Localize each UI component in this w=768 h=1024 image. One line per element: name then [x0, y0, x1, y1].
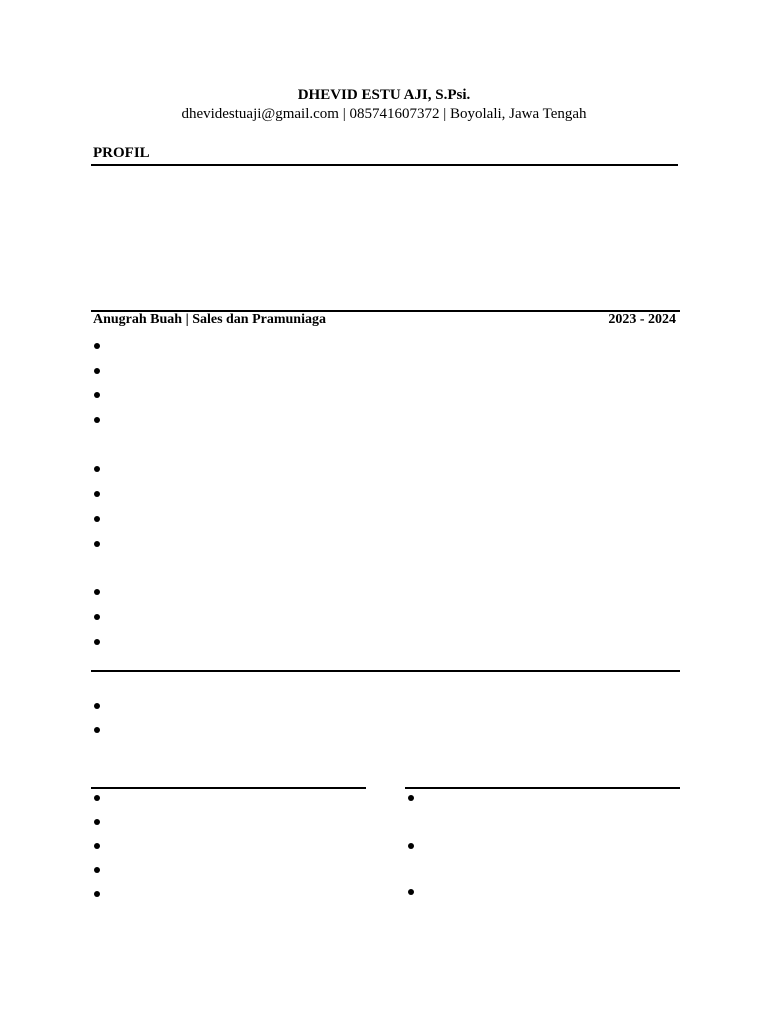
email: dhevidestuaji@gmail.com	[181, 106, 339, 122]
list-bullet	[94, 343, 100, 349]
left-column-divider	[91, 787, 366, 789]
list-bullet	[94, 491, 100, 497]
job-period: 2023 - 2024	[608, 312, 676, 327]
list-bullet	[94, 368, 100, 374]
job-role: Sales dan Pramuniaga	[192, 312, 326, 327]
company-name: Anugrah Buah	[93, 312, 183, 327]
contact-line	[0, 106, 768, 123]
profile-divider	[91, 164, 678, 166]
job-title-line	[93, 312, 326, 328]
list-bullet	[408, 889, 414, 895]
list-bullet	[94, 392, 100, 398]
list-bullet	[94, 867, 100, 873]
list-bullet	[408, 795, 414, 801]
list-bullet	[94, 727, 100, 733]
candidate-name: DHEVID ESTU AJI, S.Psi.	[297, 87, 471, 103]
list-bullet	[408, 843, 414, 849]
list-bullet	[94, 417, 100, 423]
separator: |	[185, 312, 189, 327]
phone: 085741607372	[349, 106, 440, 122]
list-bullet	[94, 466, 100, 472]
profile-section-title: PROFIL	[93, 145, 150, 161]
list-bullet	[94, 516, 100, 522]
right-column-divider	[405, 787, 680, 789]
list-bullet	[94, 614, 100, 620]
list-bullet	[94, 703, 100, 709]
separator: |	[342, 106, 346, 122]
location: Boyolali, Jawa Tengah	[450, 106, 587, 122]
list-bullet	[94, 639, 100, 645]
list-bullet	[94, 589, 100, 595]
list-bullet	[94, 795, 100, 801]
list-bullet	[94, 541, 100, 547]
section-divider	[91, 670, 680, 672]
list-bullet	[94, 891, 100, 897]
list-bullet	[94, 819, 100, 825]
list-bullet	[94, 843, 100, 849]
separator: |	[443, 106, 447, 122]
